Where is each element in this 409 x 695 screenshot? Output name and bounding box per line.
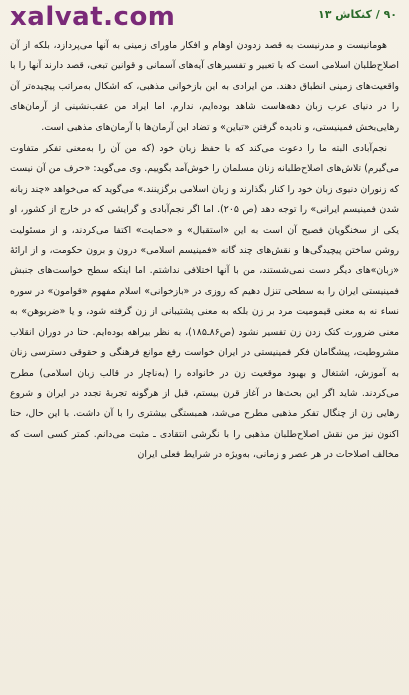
watermark: xalvat.com	[10, 2, 176, 32]
running-head: ۹۰ / کنکاش ۱۳	[318, 8, 397, 21]
paragraph: نجم‌آبادی البته ما را دعوت می‌کند که با حفظ زبان خود (که من آن را به‌معنی تفکر متفاوت می‌گیرم) تلاش‌های اصلاح‌طلبانه زنان مسلمان را خوش‌آمد بگوییم. وی می‌گوید: «حرف من آن نیست که زنوران دنیوی زبان خود را کنار بگذارند و زبان اسلامی برگزینند.» می‌گوید که می‌خواهد «چند زبانه شدن فمینیسم ایرانی» را توجه دهد (ص ۲۰۵). اما اگر نجم‌آبادی و گرایشی که در خارج از کشور، او یکی از سخنگویان فصیح آن است به این «استقبال» و «حمایت» اکتفا می‌کردند، و از مسئولیت روشن ساختن پیچیدگی‌ها و نقش‌های چند گانه «فمینیسم اسلامی» درون و برون حکومت، و از ارائهٔ «زبان»های دیگر دست نمی‌شستند، من با آنها اختلافی نداشتم. اما اینکه سطح خواست‌های جنبش فمینیستی ایران را به سطحی تنزل دهیم که روزی در «بازخوانی» اسلام مفهوم «قوامون» در سوره نساء نه به معنی قیمومیت مرد بر زن بلکه به معنی پشتیبانی از زن گرفته شود، و یا «ضربوهن» به معنی ضرورت کتک زدن زن تفسیر نشود (ص۸۶ـ۱۸۵)، به نظر بیراهه بوده‌ایم. حتا در دوران انقلاب مشروطیت، پیشگامان فکر فمینیستی در ایران خواست رفع موانع فرهنگی و حقوقی دسترسی زنان به آموزش، اشتغال و بهبود موقعیت زن در خانواده را (به‌ناچار در قالب زبان اسلامی) مطرح می‌کردند. شاید اگر این بحث‌ها در آغاز قرن بیستم، قبل از هرگونه تجربهٔ تجدد در ایران و شروع رهایی زن از چنگال تفکر مذهبی مطرح می‌شد، همبستگی بیشتری را با آن داشت. با این حال، حتا اکنون نیز من نقش اصلاح‌طلبان مذهبی را با نگرشی انتقادی ـ مثبت می‌دانم. کمتر کسی است که مخالف اصلاحات در هر عصر و زمانی، به‌ویژه در شرایط فعلی ایران	[10, 143, 399, 461]
body-text	[10, 36, 399, 466]
paragraph: هومانیست و مدرنیست به قصد زدودن اوهام و افکار ماورای زمینی به آنها می‌پردازد، بلکه از آن اصلاح‌طلبان اسلامی است که با تعبیر و تفسیرهای آیه‌های آسمانی و قوانین تبعی، قصد دارند آنها را با واقعیت‌های زمینی انطباق دهند. من ایرادی به این بازخوانی مذهبی، که اشکال به‌مراتب پیچیده‌تر آن را در دنیای عرب زبان دهه‌هاست شاهد بوده‌ایم، ندارم. اما ایراد من عقب‌نشینی از آرمان‌های رهایی‌بخش فمینیستی، و نادیده گرفتن «تباین» و تضاد این آرمان‌ها با آرمان‌های مذهبی است.	[10, 40, 399, 133]
